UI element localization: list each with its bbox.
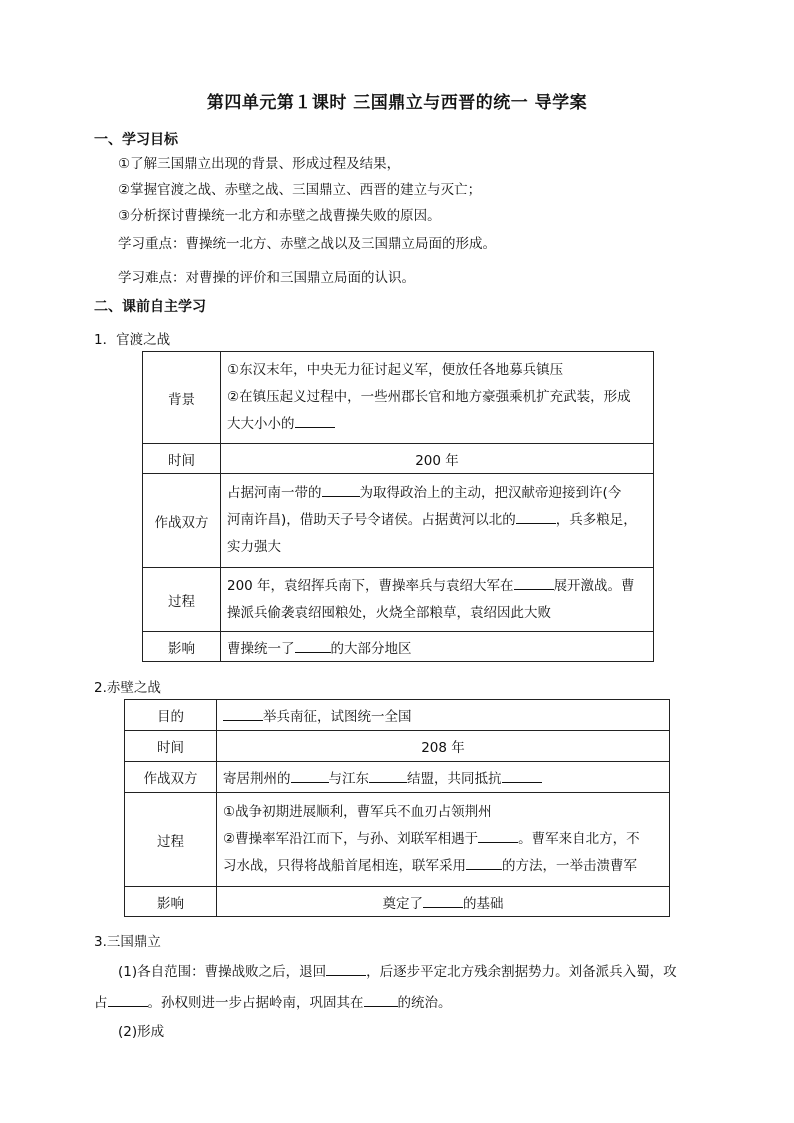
table-row (143, 444, 654, 474)
fill-blank[interactable] (108, 992, 148, 1007)
content-line: ②在镇压起义过程中，一些州郡长官和地方豪强乘机扩充武装，形成 (227, 389, 631, 405)
fill-blank[interactable] (295, 638, 331, 653)
fill-blank[interactable] (423, 893, 463, 908)
row-content: 举兵南征，试图统一全国 (217, 700, 670, 731)
content-line: 河南许昌)，借助天子号令诸侯。占据黄河以北的 ，兵多粮足， (227, 507, 647, 534)
row-label: 作战双方 (143, 474, 221, 568)
row-label: 过程 (125, 793, 217, 887)
row-content: 奠定了 的基础 (217, 887, 670, 917)
content-line: 200 年，袁绍挥兵南下，曹操率兵与袁绍大军在 展开激战。曹 (227, 573, 647, 600)
fill-blank[interactable] (502, 768, 542, 783)
fill-blank[interactable] (295, 413, 335, 428)
table-row (143, 632, 654, 662)
fill-blank[interactable] (466, 855, 502, 870)
section-heading-goals: 一、学习目标 (94, 132, 178, 148)
content-line: ②曹操率军沿江而下，与孙、刘联军相遇于 。曹军来自北方，不 (223, 826, 663, 853)
fill-blank[interactable] (291, 768, 329, 783)
row-label: 影响 (143, 632, 221, 662)
row-content: 208 年 (217, 731, 670, 762)
row-label: 时间 (125, 731, 217, 762)
subheading-sanguo: 3.三国鼎立 (94, 934, 161, 950)
goal-item-3: ③分析探讨曹操统一北方和赤壁之战曹操失败的原因。 (118, 208, 441, 224)
table-row (143, 474, 654, 568)
row-label: 背景 (143, 352, 221, 444)
fill-blank[interactable] (322, 482, 360, 497)
fill-blank[interactable] (478, 828, 518, 843)
content-line: 大大小小的 (227, 411, 647, 438)
row-label: 过程 (143, 568, 221, 632)
table-row (125, 793, 670, 887)
content-line: ①战争初期进展顺利，曹军兵不血刃占领荆州 (223, 804, 492, 820)
content-line: ①东汉末年，中央无力征讨起义军，便放任各地募兵镇压 (227, 362, 564, 378)
table-row (125, 762, 670, 793)
fill-blank[interactable] (326, 961, 366, 976)
guandu-table (142, 351, 654, 662)
row-label: 作战双方 (125, 762, 217, 793)
paragraph-scope-line2: 占 。孙权则进一步占据岭南，巩固其在 的统治。 (94, 991, 452, 1011)
row-label: 目的 (125, 700, 217, 731)
content-line: 占据河南一带的 为取得政治上的主动，把汉献帝迎接到许(今 (227, 480, 647, 507)
table-row (125, 700, 670, 731)
subheading-chibi: 2.赤壁之战 (94, 680, 161, 696)
goal-item-2: ②掌握官渡之战、赤壁之战、三国鼎立、西晋的建立与灭亡； (118, 182, 482, 198)
learning-focus: 学习重点：曹操统一北方、赤壁之战以及三国鼎立局面的形成。 (118, 236, 496, 252)
row-content: 200 年 (221, 444, 654, 474)
row-content (221, 474, 654, 568)
row-label: 时间 (143, 444, 221, 474)
paragraph-formation: (2)形成 (118, 1024, 165, 1040)
section-heading-selfstudy: 二、课前自主学习 (94, 299, 206, 315)
fill-blank[interactable] (516, 509, 556, 524)
chibi-table (124, 699, 670, 917)
row-label: 影响 (125, 887, 217, 917)
content-line: 操派兵偷袭袁绍囤粮处，火烧全部粮草，袁绍因此大败 (227, 604, 551, 621)
paragraph-scope-line1: (1)各自范围：曹操战败之后，退回 ，后逐步平定北方残余割据势力。刘备派兵入蜀，攻 (118, 960, 677, 980)
content-line: 实力强大 (227, 539, 281, 555)
page-title: 第四单元第１课时 三国鼎立与西晋的统一 导学案 (206, 93, 588, 113)
table-row (125, 887, 670, 917)
content-line: 习水战，只得将战船首尾相连，联军采用 的方法，一举击溃曹军 (223, 853, 663, 880)
goal-item-1: ①了解三国鼎立出现的背景、形成过程及结果， (118, 156, 401, 172)
row-content (217, 793, 670, 887)
subheading-guandu: 1．官渡之战 (94, 332, 171, 348)
row-content: 寄居荆州的 与江东 结盟，共同抵抗 (217, 762, 670, 793)
fill-blank[interactable] (364, 992, 398, 1007)
fill-blank[interactable] (514, 575, 554, 590)
table-row (143, 568, 654, 632)
fill-blank[interactable] (223, 706, 263, 721)
row-content (221, 568, 654, 632)
row-content: 曹操统一了 的大部分地区 (221, 632, 654, 662)
learning-difficulty: 学习难点：对曹操的评价和三国鼎立局面的认识。 (118, 270, 415, 286)
table-row (143, 352, 654, 444)
table-row (125, 731, 670, 762)
row-content (221, 352, 654, 444)
fill-blank[interactable] (369, 768, 407, 783)
